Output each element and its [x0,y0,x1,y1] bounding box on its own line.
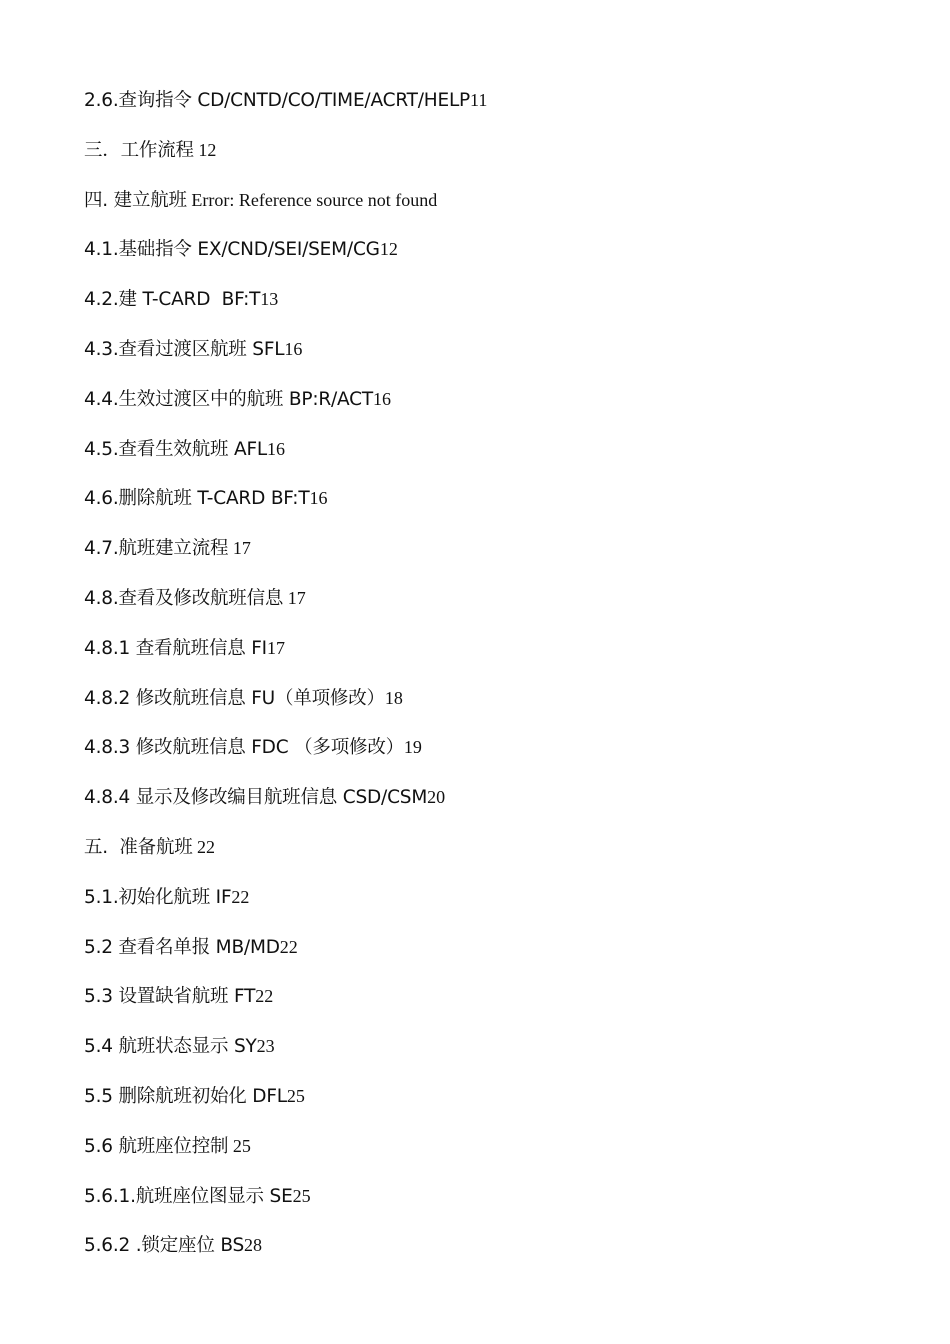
toc-entry-title: 4.5.查看生效航班 AFL [84,438,267,460]
toc-entry-page: 17 [266,637,285,658]
toc-entry-title: 5.6 航班座位控制 [84,1135,229,1157]
toc-entry-page: 11 [470,90,488,110]
toc-entry-error-note: Error: Reference source not found [186,189,438,210]
toc-entry-page: 16 [309,488,328,509]
toc-entry-title: 5.1.初始化航班 IF [84,886,232,908]
toc-entry [84,134,884,184]
toc-entry-page: 20 [427,787,446,808]
toc-entry-title: 4.8.4 显示及修改编目航班信息 CSD/CSM [84,787,428,809]
toc-entry [84,1080,884,1130]
toc-entry-page: 22 [192,836,216,857]
toc-entry [84,84,884,134]
toc-entry [84,532,884,582]
toc-entry-page: 25 [228,1135,251,1156]
toc-entry-page: 22 [231,886,250,907]
toc-entry-title: 五. 准备航班 [84,836,193,858]
toc-entry [84,831,884,881]
toc-entry [84,1180,884,1230]
toc-entry [84,482,884,532]
toc-entry [84,1229,884,1279]
toc-entry-title: 三．工作流程 [84,139,194,161]
toc-entry-title: 4.1.基础指令 EX/CND/SEI/SEM/CG [84,239,380,261]
toc-entry [84,582,884,632]
toc-entry [84,881,884,931]
toc-entry-title: 4.8.1 查看航班信息 FI [84,637,267,659]
toc-entry [84,1130,884,1180]
toc-entry-page: 23 [256,1036,275,1057]
toc-entry-title: 四. 建立航班 [84,189,187,211]
toc-entry [84,1030,884,1080]
toc-entry-page: 25 [286,1085,305,1106]
toc-entry-title: 4.8.3 修改航班信息 FDC （多项修改） [84,737,404,759]
toc-entry-page: 12 [193,139,217,160]
toc-entry [84,931,884,981]
toc-entry-title: 4.3.查看过渡区航班 SFL [84,338,285,360]
toc-entry-title: 5.6.2 .锁定座位 BS [84,1235,245,1257]
toc-entry-page: 25 [292,1185,311,1206]
toc-entry-title: 4.8.查看及修改航班信息 [84,587,284,609]
toc-entry-page: 22 [279,936,298,957]
toc-entry-title: 4.6.删除航班 T-CARD BF:T [84,488,310,510]
toc-entry-page: 22 [255,986,274,1007]
toc-entry-page: 17 [283,587,306,608]
toc-entry-title: 4.7.航班建立流程 [84,538,229,560]
toc-entry [84,233,884,283]
toc-entry [84,731,884,781]
toc-entry [84,333,884,383]
toc-entry-title: 4.8.2 修改航班信息 FU（单项修改） [84,687,385,709]
toc-entry-page: 12 [379,239,398,260]
toc-entry-title: 4.4.生效过渡区中的航班 BP:R/ACT [84,388,373,410]
toc-entry-title: 2.6.查询指令 CD/CNTD/CO/TIME/ACRT/HELP [84,90,471,111]
toc-entry [84,632,884,682]
toc-entry [84,383,884,433]
toc-entry-title: 4.2.建 T-CARD BF:T [84,289,261,311]
toc-entry-page: 17 [228,538,251,559]
toc-entry-title: 5.5 删除航班初始化 DFL [84,1085,287,1107]
toc-entry [84,184,884,234]
toc-entry-title: 5.4 航班状态显示 SY [84,1036,257,1058]
toc-entry-page: 18 [384,687,403,708]
toc-entry [84,682,884,732]
toc-entry [84,433,884,483]
toc-entry [84,980,884,1030]
toc-entry-title: 5.3 设置缺省航班 FT [84,986,256,1008]
toc-entry-title: 5.6.1.航班座位图显示 SE [84,1185,293,1207]
toc-entry [84,283,884,333]
toc-entry-title: 5.2 查看名单报 MB/MD [84,936,280,958]
toc-entry-page: 19 [403,737,422,758]
toc-entry [84,781,884,831]
toc-entry-page: 16 [284,338,303,359]
table-of-contents [84,84,884,1279]
toc-entry-page: 13 [260,289,279,310]
toc-entry-page: 16 [373,388,391,409]
toc-entry-page: 28 [244,1235,263,1256]
toc-entry-page: 16 [267,438,285,459]
